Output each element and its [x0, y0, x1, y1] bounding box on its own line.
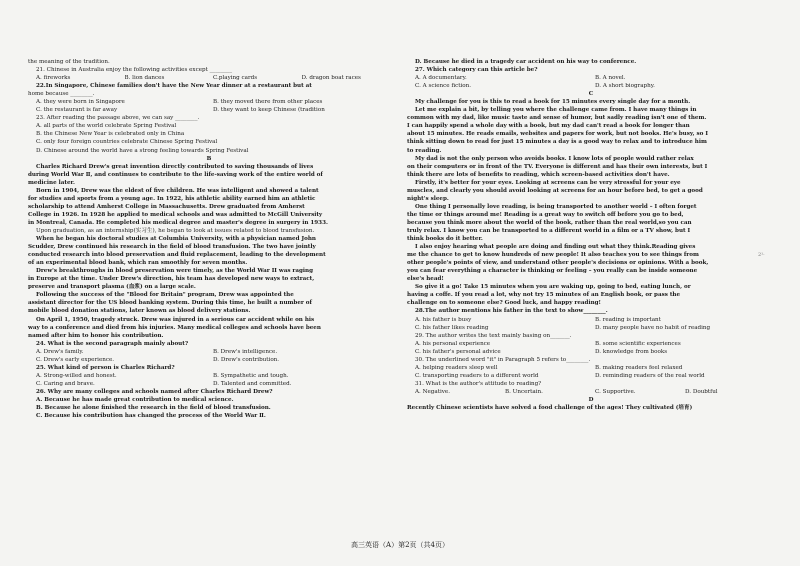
text-line: C: [588, 91, 594, 98]
text-line: Following the success of the "Blood for Britain" program, Drew was appointed the: [36, 292, 294, 299]
text-line: Upon graduation, as an internship(实习生), he began to look at issues related to blood transfusion.: [36, 227, 315, 234]
text-line: on their computers or in front of the TV. Everyone is different and has their own interests, but I: [407, 163, 708, 170]
text-line: B. the Chinese New Year is celebrated only in China: [36, 131, 185, 138]
answer-option: D. reminding readers of the real world: [595, 372, 705, 379]
text-line: muscles, and clearly you should avoid looking at screens for an hour before bed, to get a good: [407, 187, 703, 194]
text-line: night's sleep.: [407, 195, 449, 202]
answer-option: B. they moved there from other places: [213, 99, 323, 106]
answer-option: A. Negative.: [415, 388, 451, 395]
answer-option: B. Sympathetic and tough.: [213, 372, 289, 379]
text-line: for studies and sports from a young age. In 1922, his athletic ability earned him an athletic: [28, 195, 316, 202]
text-line: you can fear everything a character is thinking or feeling – you really can be inside someone: [407, 268, 698, 275]
text-line: D. Because he died in a tragedy car accident on his way to conference.: [415, 59, 637, 65]
text-line: 27. Which category can this article be?: [415, 67, 538, 74]
text-line: C. Because his contribution has changed the process of the World War Ⅱ.: [36, 413, 266, 420]
text-line: to reading.: [407, 147, 442, 154]
text-line: D. Chinese around the world have a strong feeling towards Spring Festival: [36, 147, 249, 154]
text-line: medicine later.: [28, 179, 75, 186]
text-line: 21. Chinese in Australia enjoy the following activities except ________: [36, 67, 233, 74]
answer-option: D. Drew's contribution.: [213, 356, 280, 363]
text-line: My challenge for you is this to read a book for 15 minutes every single day for a month.: [415, 99, 691, 106]
text-line: 22.In Singapore, Chinese families don't have the New Year dinner at a restaurant but at: [36, 83, 312, 90]
text-line: in Montreal, Canada. He completed his medical degree and master's degree in surgery in 1933.: [28, 219, 328, 226]
text-line: preserve and transport plasma (血浆) on a large scale.: [28, 284, 196, 291]
text-line: 23. After reading the passage above, we can say ________.: [36, 115, 200, 122]
text-line: challenge on to someone else? Good luck, and happy reading!: [407, 300, 602, 307]
answer-option: B. A novel.: [595, 75, 626, 82]
text-line: When he began his doctoral studies at Columbia University, with a physician named John: [36, 236, 316, 243]
answer-option: D. Talented and committed.: [213, 380, 292, 387]
answer-option: B. making readers feel relaxed: [595, 364, 683, 371]
text-line: truly relax. I know you can be transported to a different world in a film or a TV show, but I: [407, 227, 691, 234]
answer-option: A. helping readers sleep well: [415, 364, 498, 371]
text-line: Drew's breakthroughs in blood preservation were timely, as the World War II was raging: [36, 268, 313, 275]
answer-option: A. they were born in Singapore: [36, 99, 125, 106]
text-line: me the chance to get to know hundreds of new people! It also teaches you to see things from: [407, 252, 699, 259]
option-row: [407, 340, 775, 348]
answer-option: A. his father is busy: [415, 316, 472, 323]
answer-option: D. knowledge from books: [595, 348, 668, 355]
text-line: College in 1926. In 1928 he applied to medical schools and was admitted to McGill University: [28, 211, 323, 218]
text-line: Scudder, Drew continued his research in the field of blood transfusion. The two have jointly: [28, 244, 316, 251]
text-line: 30. The underlined word "it" in Paragraph 5 refers to________.: [415, 356, 591, 363]
answer-option: B. reading is important: [595, 316, 661, 323]
text-line: named after him to honor his contribution.: [28, 332, 164, 339]
answer-option: B. some scientific experiences: [595, 340, 681, 347]
option-row: [407, 316, 775, 324]
text-line: C. only four foreign countries celebrate Chinese Spring Festival: [36, 139, 218, 146]
answer-option: C. his father likes reading: [415, 324, 489, 331]
answer-option: A. A documentary.: [415, 75, 467, 82]
text-line: about 15 minutes. He reads emails, websites and papers for work, but not books. He's busy, so I: [407, 131, 708, 138]
text-line: the meaning of the tradition.: [28, 59, 110, 65]
option-row: [28, 98, 390, 106]
text-line: So give it a go! Take 15 minutes when you are waking up, going to bed, eating lunch, or: [415, 284, 691, 291]
option-row: [28, 74, 390, 82]
text-line: 28.The author mentions his father in the text to show________.: [415, 308, 608, 315]
text-line: home because ________.: [28, 91, 95, 98]
page-footer: 高三英语（A）第2页（共4页）: [351, 541, 449, 549]
text-line: of an experimental blood bank, which ran smoothly for seven months.: [28, 260, 248, 267]
option-row: [407, 348, 775, 356]
text-line: On April 1, 1950, tragedy struck. Drew was injured in a serious car accident while on his: [36, 316, 315, 323]
option-row: [407, 74, 775, 82]
text-line: 24. What is the second paragraph mainly about?: [36, 340, 189, 347]
margin-mark: 2¹·: [758, 252, 765, 258]
text-line: else's head!: [407, 276, 444, 283]
text-line: mobile blood donation stations, later known as blood delivery stations.: [28, 308, 251, 315]
answer-option: D. many people have no habit of reading: [595, 324, 711, 331]
option-row: [407, 364, 775, 372]
text-line: other people's points of view, and understand other people's decisions or opinions. With a book,: [407, 260, 709, 267]
answer-option: A. Strong-willed and honest.: [36, 372, 117, 379]
answer-option: D. they want to keep Chinese (tradition: [213, 107, 325, 114]
answer-option: B. Drew's intelligence.: [213, 348, 278, 355]
text-line: way to a conference and died from his injuries. Many medical colleges and schools have been: [28, 324, 321, 331]
answer-option: C. transporting readers to a different world: [415, 372, 539, 379]
text-line: Charles Richard Drew's great invention directly contributed to saving thousands of lives: [36, 163, 314, 170]
text-line: conducted research into blood preservation and fluid replacement, leading to the development: [28, 252, 326, 259]
text-line: in Europe at the time. Under Drew's direction, his team has developed new ways to extract,: [28, 276, 315, 283]
text-line: 26. Why are many colleges and schools named after Charles Richard Drew?: [36, 388, 273, 395]
text-line: think books do it better.: [407, 236, 483, 243]
text-line: I can happily spend a whole day with a book, but my dad can't read a book for longer than: [407, 123, 690, 130]
answer-option: A. his personal experience: [415, 340, 491, 347]
answer-option: C. Drew's early experience.: [36, 356, 115, 363]
text-line: A. all parts of the world celebrate Spring Festival: [36, 123, 177, 130]
text-line: 25. What kind of person is Charles Richard?: [36, 364, 175, 371]
answer-option: C.playing cards: [213, 75, 258, 82]
text-line: Firstly, it's better for your eyes. Looking at screens can be very stressful for your eye: [415, 179, 681, 186]
text-line: think sitting down to read for just 15 minutes a day is a good way to relax and to introduce him: [407, 139, 707, 146]
text-line: Recently Chinese scientists have solved a food challenge of the ages! They cultivated (培育): [407, 405, 693, 412]
option-row: [28, 380, 390, 388]
option-row: [407, 82, 775, 90]
text-line: during World War Ⅱ, and continues to contribute to the life-saving work of the entire world of: [28, 171, 323, 178]
option-row: [407, 388, 775, 396]
text-line: I also enjoy hearing what people are doing and finding out what they think.Reading gives: [415, 244, 696, 251]
answer-option: D. A short biography.: [595, 83, 655, 90]
left-column: [28, 58, 390, 420]
right-column: [407, 58, 775, 412]
answer-option: A. fireworks: [36, 75, 71, 82]
answer-option: A. Drew's family.: [36, 348, 84, 355]
text-line: A. Because he has made great contribution to medical science.: [36, 396, 234, 403]
answer-option: B. lion dances: [124, 75, 165, 82]
answer-option: C. Caring and brave.: [36, 380, 95, 387]
answer-option: C. his father's personal advice: [415, 348, 501, 355]
option-row: [28, 372, 390, 380]
text-line: B. Because he alone finished the research in the field of blood transfusion.: [36, 405, 271, 412]
option-row: [407, 372, 775, 380]
option-row: [28, 356, 390, 364]
text-line: think there are lots of benefits to reading, which screen-based activities don't have.: [407, 171, 670, 178]
text-line: My dad is not the only person who avoids books. I know lots of people would rather relax: [415, 155, 694, 162]
answer-option: B. Uncertain.: [505, 388, 543, 395]
text-line: having a coffe. If you read a lot, why not try 15 minutes of an English book, or pass the: [407, 292, 681, 299]
text-line: because you think more about the world of the book, rather than the real world,so you can: [407, 219, 692, 226]
text-line: common with my dad, like music taste and sense of humor, but sadly reading isn't one of them.: [407, 115, 707, 122]
answer-option: D. Doubtful: [685, 388, 718, 395]
option-row: [28, 348, 390, 356]
text-line: D: [588, 396, 594, 403]
text-line: the time or things around me! Reading is a great way to switch off before you go to bed,: [407, 211, 684, 218]
text-line: 29. The author writes the text mainly basing on_______.: [415, 332, 572, 339]
answer-option: C. the restaurant is far away: [36, 107, 118, 114]
option-row: [407, 324, 775, 332]
text-line: Let me explain a bit, by telling you where the challenge came from. I have many things in: [415, 107, 697, 114]
text-line: B: [206, 155, 212, 162]
answer-option: C. A science fiction.: [415, 83, 472, 90]
answer-option: C. Supportive.: [595, 388, 636, 395]
option-row: [28, 106, 390, 114]
answer-option: D. dragon boat races: [301, 75, 361, 82]
text-line: assistant director for the US blood banking system. During this time, he built a number of: [28, 300, 312, 307]
text-line: One thing I personally love reading, is being transported to another world – I often forget: [415, 203, 697, 210]
text-line: 31. What is the author's attitude to reading?: [415, 380, 542, 387]
text-line: Born in 1904, Drew was the eldest of five children. He was intelligent and showed a talent: [36, 187, 319, 194]
text-line: scholarship to attend Amherst College in Massachusetts. Drew graduated from Amherst: [28, 203, 305, 210]
